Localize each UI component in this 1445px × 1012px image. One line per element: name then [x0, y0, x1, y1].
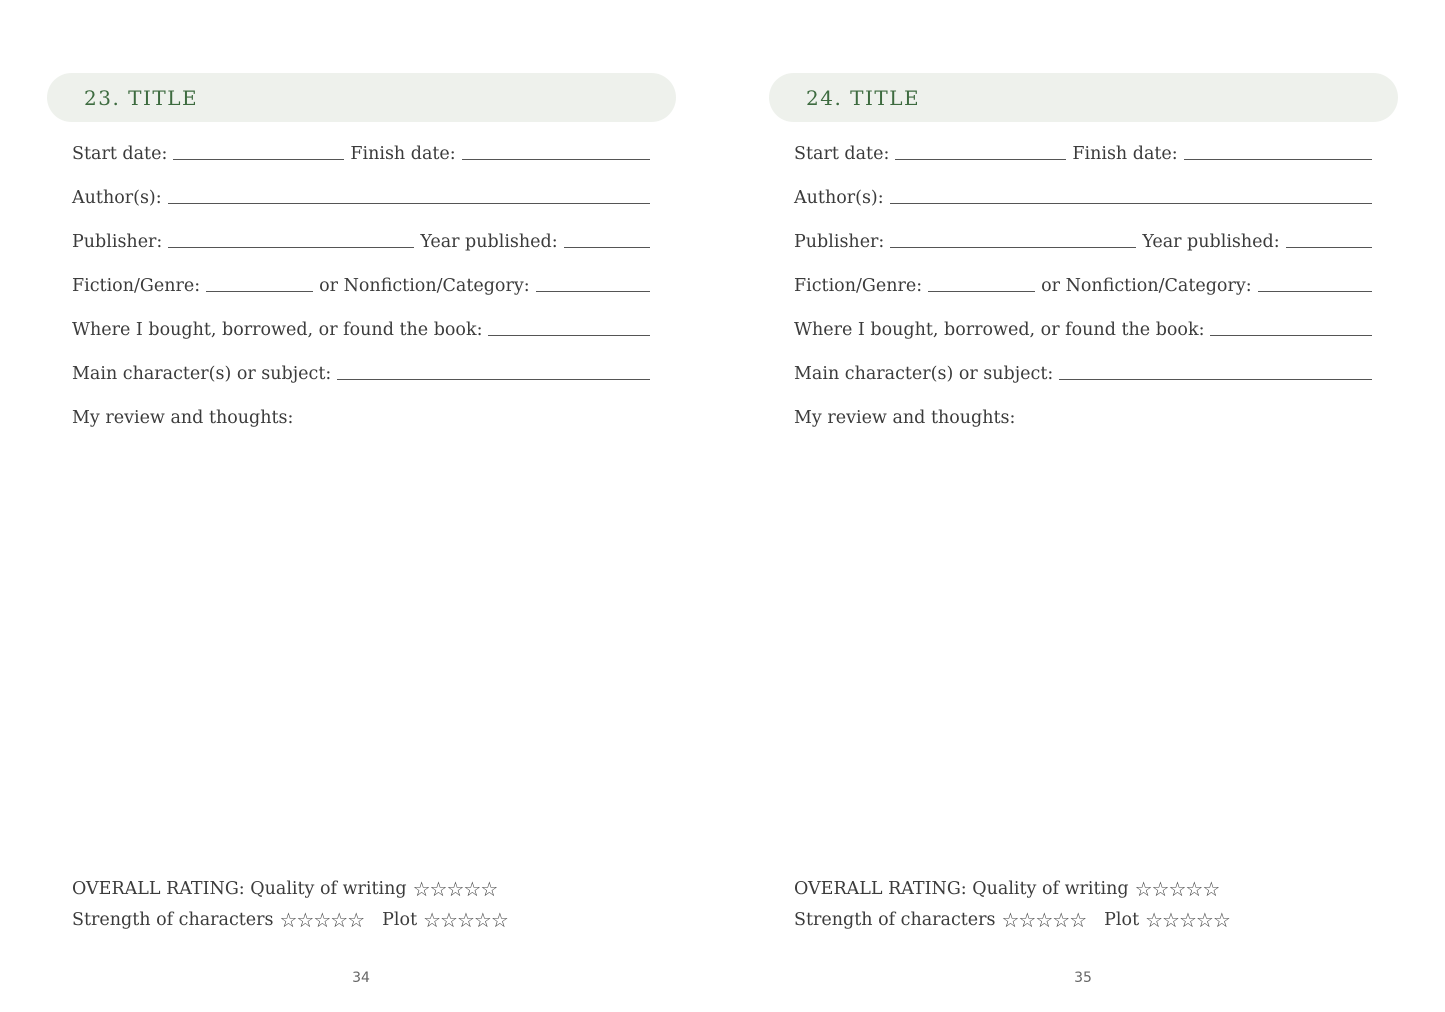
title-bar — [47, 73, 676, 122]
plot-label: Plot — [1104, 910, 1140, 930]
authors-row — [794, 184, 1372, 210]
main-character-field[interactable] — [337, 378, 650, 380]
publisher-label: Publisher: — [72, 232, 163, 252]
strength-characters-stars[interactable]: ☆☆☆☆☆ — [1001, 908, 1087, 932]
fiction-genre-field[interactable] — [928, 290, 1035, 292]
start-date-label: Start date: — [72, 144, 168, 164]
title-bar — [769, 73, 1398, 122]
nonfiction-category-label: or Nonfiction/Category: — [319, 276, 530, 296]
start-date-field[interactable] — [895, 158, 1066, 160]
authors-field[interactable] — [168, 202, 650, 204]
overall-rating-row — [794, 877, 1219, 901]
main-character-row — [794, 360, 1372, 386]
finish-date-field[interactable] — [1184, 158, 1372, 160]
fiction-genre-label: Fiction/Genre: — [794, 276, 923, 296]
fiction-genre-field[interactable] — [206, 290, 313, 292]
where-found-field[interactable] — [488, 334, 650, 336]
year-published-field[interactable] — [1286, 246, 1372, 248]
finish-date-field[interactable] — [462, 158, 650, 160]
page-title: 23. TITLE — [84, 85, 199, 110]
genre-row — [794, 272, 1372, 298]
characters-plot-row — [794, 908, 1230, 932]
plot-stars[interactable]: ☆☆☆☆☆ — [1145, 908, 1230, 932]
quality-writing-stars[interactable]: ☆☆☆☆☆ — [412, 877, 498, 901]
genre-row — [72, 272, 650, 298]
review-label: My review and thoughts: — [72, 408, 294, 428]
characters-plot-row — [72, 908, 508, 932]
where-found-row — [794, 316, 1372, 342]
publisher-row — [794, 228, 1372, 254]
start-date-label: Start date: — [794, 144, 890, 164]
main-character-label: Main character(s) or subject: — [72, 364, 332, 384]
main-character-row — [72, 360, 650, 386]
year-published-label: Year published: — [420, 232, 558, 252]
nonfiction-category-field[interactable] — [536, 290, 650, 292]
plot-stars[interactable]: ☆☆☆☆☆ — [423, 908, 508, 932]
strength-characters-label: Strength of characters — [72, 910, 274, 930]
fiction-genre-label: Fiction/Genre: — [72, 276, 201, 296]
review-row — [794, 404, 1372, 430]
review-row — [72, 404, 650, 430]
strength-characters-label: Strength of characters — [794, 910, 996, 930]
strength-characters-stars[interactable]: ☆☆☆☆☆ — [279, 908, 365, 932]
authors-label: Author(s): — [794, 188, 884, 208]
overall-rating-label: OVERALL RATING: Quality of writing — [794, 879, 1129, 899]
overall-rating-label: OVERALL RATING: Quality of writing — [72, 879, 407, 899]
dates-row — [794, 140, 1372, 166]
where-found-label: Where I bought, borrowed, or found the book: — [794, 320, 1205, 340]
year-published-field[interactable] — [564, 246, 650, 248]
finish-date-label: Finish date: — [1072, 144, 1178, 164]
page-title: 24. TITLE — [806, 85, 921, 110]
finish-date-label: Finish date: — [350, 144, 456, 164]
quality-writing-stars[interactable]: ☆☆☆☆☆ — [1134, 877, 1220, 901]
where-found-field[interactable] — [1210, 334, 1372, 336]
start-date-field[interactable] — [173, 158, 344, 160]
nonfiction-category-field[interactable] — [1258, 290, 1372, 292]
publisher-field[interactable] — [890, 246, 1136, 248]
publisher-label: Publisher: — [794, 232, 885, 252]
dates-row — [72, 140, 650, 166]
authors-row — [72, 184, 650, 210]
main-character-field[interactable] — [1059, 378, 1372, 380]
page-number: 35 — [1074, 970, 1092, 986]
authors-field[interactable] — [890, 202, 1372, 204]
plot-label: Plot — [382, 910, 418, 930]
review-label: My review and thoughts: — [794, 408, 1016, 428]
where-found-label: Where I bought, borrowed, or found the book: — [72, 320, 483, 340]
left-page — [0, 0, 722, 1012]
year-published-label: Year published: — [1142, 232, 1280, 252]
publisher-field[interactable] — [168, 246, 414, 248]
overall-rating-row — [72, 877, 497, 901]
nonfiction-category-label: or Nonfiction/Category: — [1041, 276, 1252, 296]
authors-label: Author(s): — [72, 188, 162, 208]
right-page — [722, 0, 1444, 1012]
where-found-row — [72, 316, 650, 342]
main-character-label: Main character(s) or subject: — [794, 364, 1054, 384]
page-number: 34 — [352, 970, 370, 986]
publisher-row — [72, 228, 650, 254]
